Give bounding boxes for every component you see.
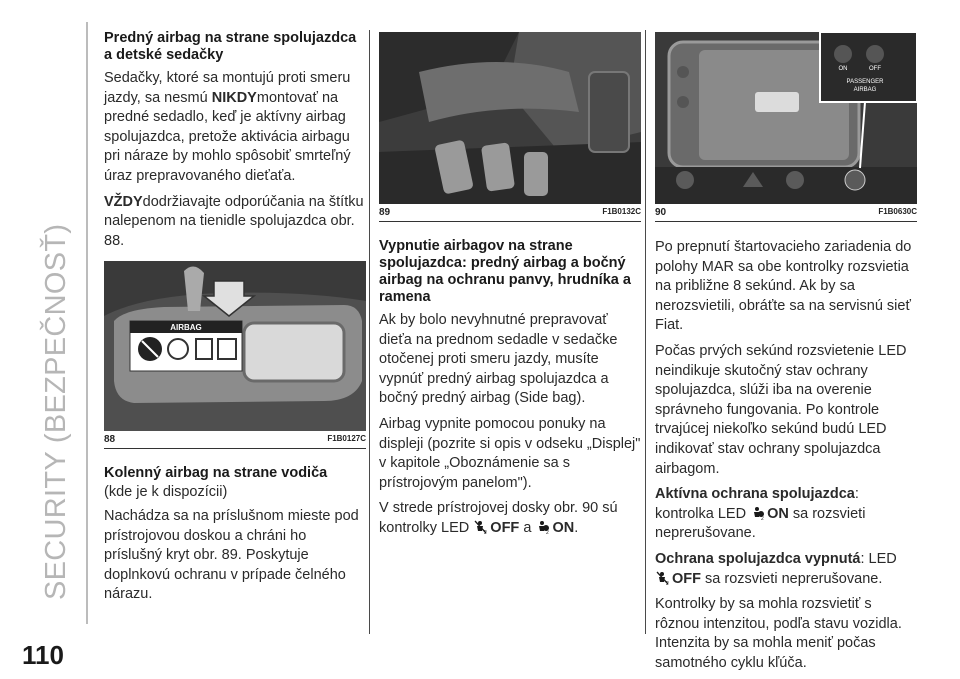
svg-text:2: 2	[484, 529, 488, 534]
figure-number: 90	[655, 207, 667, 218]
heading-knee-airbag: Kolenný airbag na strane vodiča	[104, 465, 328, 482]
paragraph: Kontrolky by sa mohla rozsvietiť s rôznou intenzitou, podľa stavu vozidla. Intenzita by sa mohla meniť počas samotného cyklu kľúča.	[655, 596, 902, 671]
paragraph: Po prepnutí štartovacieho zariadenia do polohy MAR sa obe kontrolky rozsvietia na približne 8 sekúnd. Ak by sa nerozsvietili, obráťte sa na servisnú sieť Fiat.	[655, 239, 912, 334]
figure-88-label: AIRBAG	[170, 323, 202, 333]
heading-disable-passenger-airbags: Vypnutie airbagov na strane spolujazdca: predný airbag a bočný airbag na ochranu panvy, hrudníka a ramena	[379, 238, 631, 305]
paragraph: Počas prvých sekúnd rozsvietenie LED neindikuje skutočný stav ochrany spolujazdca, slúži iba na overenie správneho fungovania. Po kontrole trvajúcej niekoľko sekúnd budú LED indikovať stav ochrany spolujazdca airbagom.	[655, 342, 907, 477]
paragraph: Sedačky, ktoré sa montujú proti smeru jazdy, sa nesmú NIKDYmontovať na predné sedadlo, keď je aktívny airbag spolujazdca, pretože aktivácia airbagu pri náraze by mohlo spôsobiť smrteľný úraz prepravovaného dieťaťa.	[104, 70, 351, 184]
figure-caption	[379, 204, 641, 222]
svg-text:PASSENGER: PASSENGER	[846, 79, 884, 85]
airbag-on-icon	[536, 520, 550, 534]
paragraph: V strede prístrojovej dosky obr. 90 sú kontrolky LED 2 OFF a 2 ON.	[379, 500, 618, 536]
sun-visor-illustration	[104, 261, 366, 431]
column-divider	[369, 30, 370, 634]
airbag-off-icon	[656, 571, 670, 585]
figure-number: 88	[104, 434, 116, 446]
svg-text:ON: ON	[838, 66, 848, 72]
figure-caption	[104, 431, 366, 449]
svg-text:AIRBAG: AIRBAG	[853, 87, 877, 93]
figure-code: F1B0630C	[878, 207, 917, 216]
svg-text:OFF: OFF	[869, 66, 881, 72]
svg-text:2: 2	[761, 515, 764, 520]
column-divider	[645, 30, 646, 634]
paragraph: Ochrana spolujazdca vypnutá: LED 2 OFF sa rozsvieti neprerušovane.	[655, 550, 897, 587]
figure-89	[379, 32, 641, 222]
figure-caption	[655, 204, 917, 222]
airbag-off-icon	[474, 520, 488, 534]
column-1	[104, 30, 366, 611]
figure-code: F1B0127C	[327, 434, 366, 444]
paragraph: Airbag vypnite pomocou ponuky na displeji (pozrite si opis v odseku „Displej" v kapitole „Oboznámenie sa s prístrojovým panelom").	[379, 415, 641, 491]
figure-90	[655, 32, 917, 222]
subheading-availability: (kde je k dispozícii)	[104, 484, 228, 501]
figure-number: 89	[379, 207, 391, 218]
column-3	[655, 30, 917, 679]
paragraph: Nachádza sa na príslušnom mieste pod prístrojovou doskou a chráni ho príslušný kryt obr. 89. Poskytuje doplnkovú ochranu v prípade čelného nárazu.	[104, 507, 359, 603]
section-title: SECURITY (BEZPEČNOSŤ)	[40, 223, 72, 600]
airbag-on-icon	[751, 506, 765, 520]
paragraph: Aktívna ochrana spolujazdca: kontrolka LED 2 ON sa rozsvieti neprerušovane.	[655, 486, 866, 542]
svg-text:2: 2	[666, 580, 669, 585]
paragraph: VŽDYdodržiavajte odporúčania na štítku nalepenom na tienidle spolujazdca obr. 88.	[104, 193, 364, 249]
heading-passenger-airbag-child-seat: Predný airbag na strane spolujazdca a detské sedačky	[104, 30, 357, 63]
paragraph: Ak by bolo nevyhnutné prepravovať dieťa na prednom sedadle v sedačke otočenej proti smeru jazdy, musíte vypnúť predný airbag spolujazdca a bočný predný airbag (Side bag).	[379, 312, 618, 407]
svg-text:2: 2	[546, 529, 550, 534]
figure-code: F1B0132C	[602, 207, 641, 216]
dashboard-led-illustration	[655, 32, 917, 204]
column-2	[379, 30, 641, 545]
figure-88	[104, 261, 366, 449]
margin-rule	[86, 22, 88, 624]
pedals-illustration	[379, 32, 641, 204]
page-number: 110	[22, 640, 64, 670]
